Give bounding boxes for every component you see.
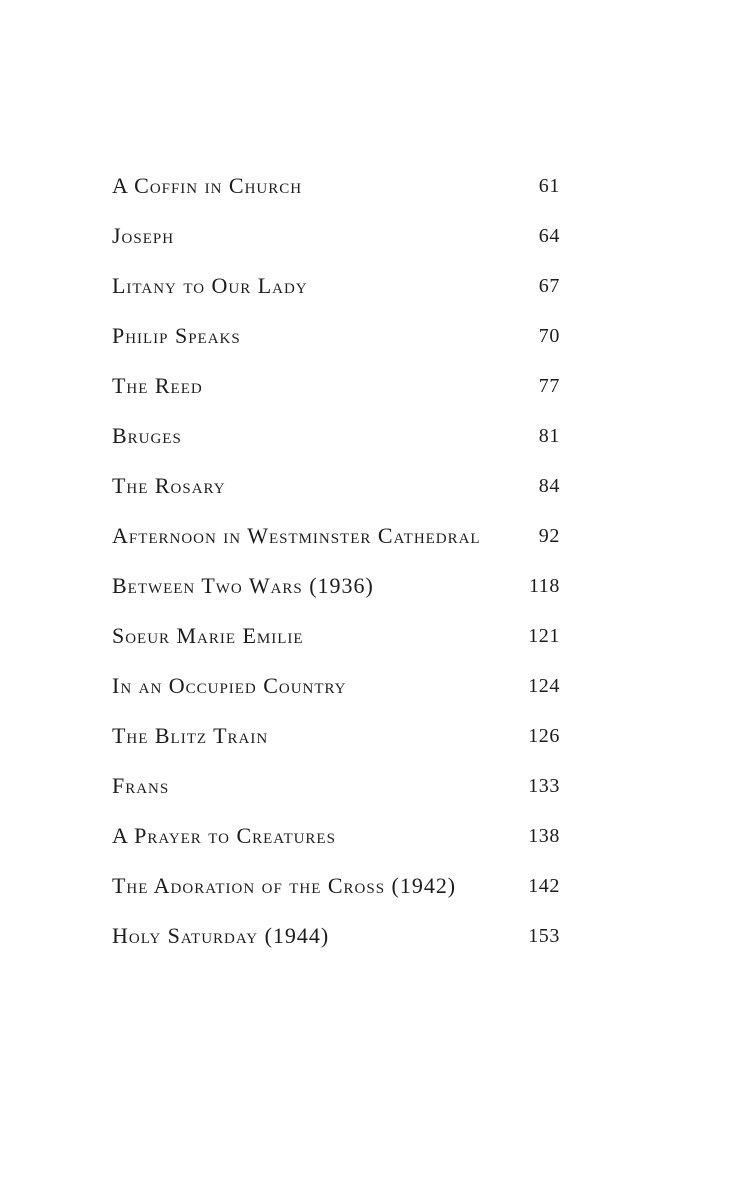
toc-entry-title: Joseph	[112, 223, 175, 248]
toc-entry-title: Frans	[112, 773, 170, 798]
toc-entry-title: The Rosary	[112, 473, 226, 498]
toc-entry-page-number: 92	[538, 525, 560, 547]
toc-entry[interactable]	[112, 211, 560, 261]
toc-entry-page-number: 81	[538, 425, 560, 447]
toc-entry-page-number: 77	[538, 375, 560, 397]
toc-entry-title: In an Occupied Country	[112, 673, 347, 698]
toc-entry-page-number: 67	[538, 275, 560, 297]
toc-entry[interactable]	[112, 411, 560, 461]
toc-entry[interactable]	[112, 461, 560, 511]
toc-entry-page-number: 138	[528, 825, 560, 847]
toc-entry[interactable]	[112, 861, 560, 911]
toc-entry[interactable]	[112, 511, 560, 561]
toc-entry-page-number: 118	[528, 575, 560, 597]
toc-entry-title: Afternoon in Westminster Cathedral	[112, 523, 481, 548]
toc-entry[interactable]	[112, 361, 560, 411]
toc-entry-title: The Reed	[112, 373, 203, 398]
toc-entry-title: A Coffin in Church	[112, 173, 303, 198]
toc-entry[interactable]	[112, 911, 560, 961]
toc-entry-title: Holy Saturday (1944)	[112, 923, 330, 948]
toc-entry-page-number: 133	[528, 775, 560, 797]
toc-entry[interactable]	[112, 311, 560, 361]
toc-entry-title: Between Two Wars (1936)	[112, 573, 374, 598]
toc-entry-title: Soeur Marie Emilie	[112, 623, 304, 648]
table-of-contents	[112, 161, 560, 961]
toc-entry-page-number: 124	[528, 675, 560, 697]
toc-entry[interactable]	[112, 611, 560, 661]
toc-entry-page-number: 64	[538, 225, 560, 247]
toc-entry-title: Bruges	[112, 423, 182, 448]
toc-entry[interactable]	[112, 711, 560, 761]
toc-entry-page-number: 142	[528, 875, 560, 897]
toc-entry[interactable]	[112, 811, 560, 861]
toc-entry-page-number: 153	[528, 925, 560, 947]
toc-entry-page-number: 70	[538, 325, 560, 347]
toc-entry[interactable]	[112, 561, 560, 611]
toc-entry[interactable]	[112, 161, 560, 211]
toc-entry-title: The Blitz Train	[112, 723, 269, 748]
toc-entry-title: A Prayer to Creatures	[112, 823, 336, 848]
toc-entry-page-number: 61	[538, 175, 560, 197]
toc-entry-title: Litany to Our Lady	[112, 273, 308, 298]
toc-entry[interactable]	[112, 661, 560, 711]
toc-entry-title: Philip Speaks	[112, 323, 241, 348]
toc-entry[interactable]	[112, 261, 560, 311]
toc-entry-page-number: 121	[528, 625, 560, 647]
toc-entry-page-number: 84	[538, 475, 560, 497]
toc-entry-title: The Adoration of the Cross (1942)	[112, 873, 457, 898]
toc-entry-page-number: 126	[528, 725, 560, 747]
toc-entry[interactable]	[112, 761, 560, 811]
